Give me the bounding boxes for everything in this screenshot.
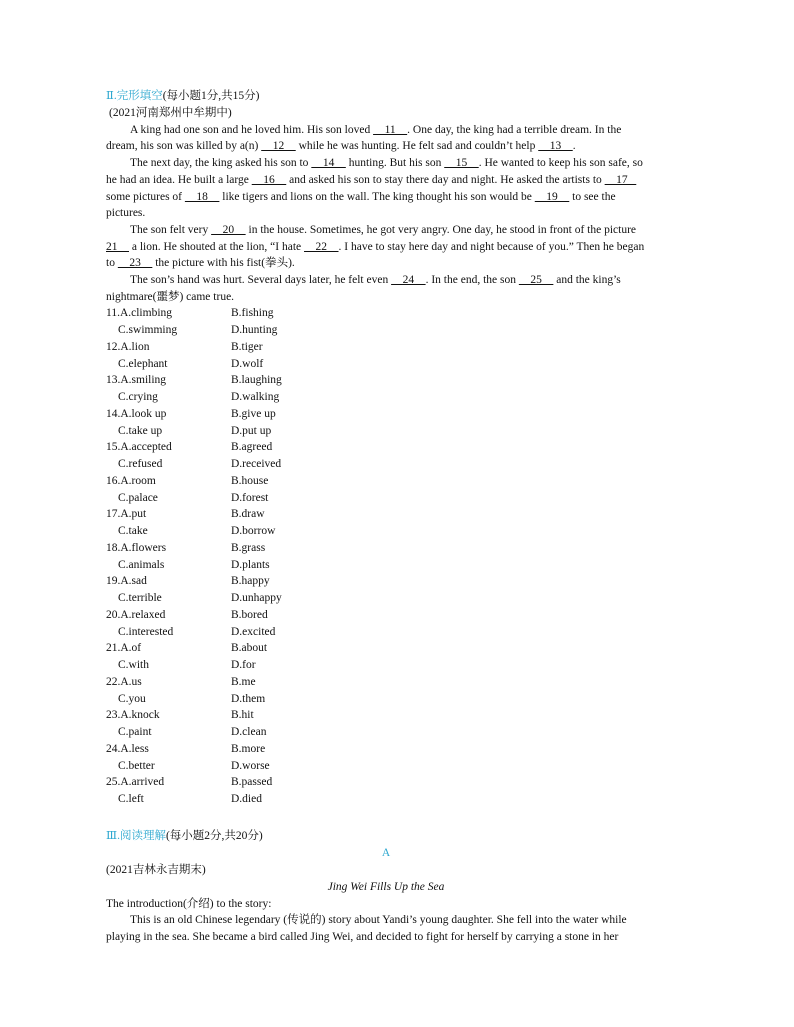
blank: 19 [534,190,570,203]
passage-line [106,255,666,272]
blank: 23 [117,257,153,270]
option-a: 12.A.lion [106,340,150,353]
option-row [106,356,666,373]
passage-text: . In the end, the son [425,274,519,287]
option-a: 11.A.climbing [106,307,173,320]
blank: 12 [261,140,296,153]
option-row [106,506,666,523]
blank: 20 [211,223,246,236]
option-row [106,640,666,657]
option-c: C.swimming [118,324,178,337]
option-b: B.happy [231,575,270,588]
option-b: B.hit [231,709,254,722]
option-c: C.take up [118,424,163,437]
reading-line: playing in the sea. She became a bird called Jing Wei, and decided to fight for herself by carrying a stone in her [106,931,619,944]
passage-line [106,272,666,289]
option-a: 16.A.room [106,474,156,487]
option-b: B.about [231,642,268,655]
passage-text: hunting. But his son [345,157,445,170]
option-a: 17.A.put [106,508,147,521]
option-c: C.left [118,793,144,806]
option-c: C.with [118,659,149,672]
option-b: B.bored [231,608,268,621]
passage-text: the picture with his fist(拳头). [152,257,295,270]
option-c: C.paint [118,726,152,739]
option-b: B.me [231,675,256,688]
section-3-source: (2021吉林永吉期末) [106,863,206,876]
option-a: 18.A.flowers [106,541,167,554]
section-2-numeral: Ⅱ. [106,90,117,102]
blank: 16 [251,173,287,186]
option-row [106,523,666,540]
option-row [106,540,666,557]
story-title: Jing Wei Fills Up the Sea [327,880,445,893]
option-row [106,657,666,674]
option-b: B.more [231,742,266,755]
passage-line [106,172,666,189]
option-d: D.excited [231,625,276,638]
option-d: D.for [231,659,256,672]
option-c: C.elephant [118,357,168,370]
blank: 25 [518,274,554,287]
reading-line: This is an old Chinese legendary (传说的) story about Yandi’s young daughter. She fell into the water while [130,914,627,927]
blank: 22 [304,240,339,253]
worksheet-page [106,88,666,946]
passage-text: pictures. [106,207,146,220]
option-b: B.tiger [231,340,263,353]
passage-line [106,122,666,139]
option-row [106,707,666,724]
option-c: C.palace [118,491,158,504]
passage-text: . I have to stay here day and night because of you.” Then he began [338,240,645,253]
option-row [106,406,666,423]
option-b: B.fishing [231,307,274,320]
passage-text: dream, his son was killed by a(n) [106,140,262,153]
option-b: B.give up [231,407,276,420]
part-letter: A [381,846,391,859]
blank: 24 [391,274,426,287]
section-2-title: 完形填空 [116,90,163,102]
passage-text: to see the [569,190,616,203]
option-row [106,322,666,339]
passage-text: . He wanted to keep his son safe, so [478,157,643,170]
passage-text: . One day, the king had a terrible dream. In the [407,123,622,136]
option-row [106,607,666,624]
option-row [106,758,666,775]
passage-line [106,138,666,155]
option-a: 14.A.look up [106,407,167,420]
blank: 14 [311,157,346,170]
option-row [106,423,666,440]
option-c: C.animals [118,558,165,571]
option-row [106,774,666,791]
cloze-passage [106,122,666,306]
passage-text: and the king’s [553,274,621,287]
passage-line [106,222,666,239]
option-row [106,691,666,708]
passage-text: . [572,140,576,153]
option-d: D.worse [231,759,270,772]
option-d: D.forest [231,491,269,504]
passage-text: a lion. He shouted at the lion, “I hate [129,240,305,253]
option-a: 15.A.accepted [106,441,172,454]
option-row [106,724,666,741]
option-row [106,339,666,356]
option-c: C.better [118,759,155,772]
section-3-numeral: Ⅲ. [106,829,120,842]
option-row [106,305,666,322]
option-row [106,473,666,490]
option-b: B.passed [231,776,273,789]
section-3-heading [106,828,666,845]
section-3-title: 阅读理解 [119,829,166,842]
option-d: D.received [231,458,282,471]
passage-line [106,289,666,306]
passage-line [106,205,666,222]
option-a: 21.A.of [106,642,142,655]
blank: 17 [604,173,637,186]
option-d: D.plants [231,558,270,571]
passage-text: The son’s hand was hurt. Several days later, he felt even [130,274,392,287]
section-2-source: (2021河南郑州中牟期中) [109,107,232,119]
option-b: B.house [231,474,269,487]
option-c: C.crying [118,391,158,404]
option-d: D.wolf [231,357,264,370]
passage-text: The son felt very [130,223,212,236]
option-c: C.terrible [118,592,162,605]
section-2-scoring: (每小题1分,共15分) [162,90,260,102]
blank: 15 [444,157,479,170]
option-row [106,791,666,808]
option-row [106,389,666,406]
section-3-scoring: (每小题2分,共20分) [165,829,263,842]
option-a: 19.A.sad [106,575,147,588]
option-d: D.put up [231,424,272,437]
option-c: C.refused [118,458,163,471]
option-row [106,372,666,389]
passage-text: A king had one son and he loved him. His son loved [130,123,374,136]
passage-text: The next day, the king asked his son to [130,157,312,170]
option-a: 22.A.us [106,675,142,688]
passage-text: nightmare(噩梦) came true. [106,290,235,303]
blank: 13 [538,140,573,153]
option-row [106,741,666,758]
option-row [106,439,666,456]
option-row [106,456,666,473]
option-c: C.interested [118,625,174,638]
passage-text: while he was hunting. He felt sad and couldn’t help [295,140,539,153]
option-b: B.grass [231,541,266,554]
option-d: D.unhappy [231,592,282,605]
option-b: B.draw [231,508,265,521]
section-2-heading [106,88,666,105]
passage-line [106,155,666,172]
blank: 18 [184,190,220,203]
passage-text: some pictures of [106,190,185,203]
option-row [106,557,666,574]
option-row [106,624,666,641]
passage-line [106,189,666,206]
passage-text: to [106,257,118,270]
option-d: D.borrow [231,525,276,538]
blank: 21 [106,240,129,253]
option-row [106,590,666,607]
reading-passage [106,912,666,945]
intro-label: The introduction(介绍) to the story: [106,897,272,910]
option-a: 20.A.relaxed [106,608,166,621]
option-d: D.them [231,692,266,705]
option-a: 13.A.smiling [106,374,167,387]
option-b: B.laughing [231,374,282,387]
option-b: B.agreed [231,441,273,454]
passage-text: and asked his son to stay there day and night. He asked the artists to [286,173,605,186]
passage-line [106,239,666,256]
section-3 [106,828,666,946]
option-a: 25.A.arrived [106,776,165,789]
cloze-options [106,305,666,808]
option-a: 23.A.knock [106,709,160,722]
option-d: D.clean [231,726,267,739]
option-c: C.take [118,525,148,538]
option-d: D.hunting [231,324,278,337]
option-a: 24.A.less [106,742,149,755]
option-row [106,573,666,590]
option-d: D.died [231,793,262,806]
option-d: D.walking [231,391,280,404]
passage-text: like tigers and lions on the wall. The king thought his son would be [219,190,535,203]
blank: 11 [373,123,408,136]
passage-text: he had an idea. He built a large [106,173,252,186]
option-row [106,490,666,507]
option-c: C.you [118,692,146,705]
option-row [106,674,666,691]
passage-text: in the house. Sometimes, he got very angry. One day, he stood in front of the picture [245,223,637,236]
